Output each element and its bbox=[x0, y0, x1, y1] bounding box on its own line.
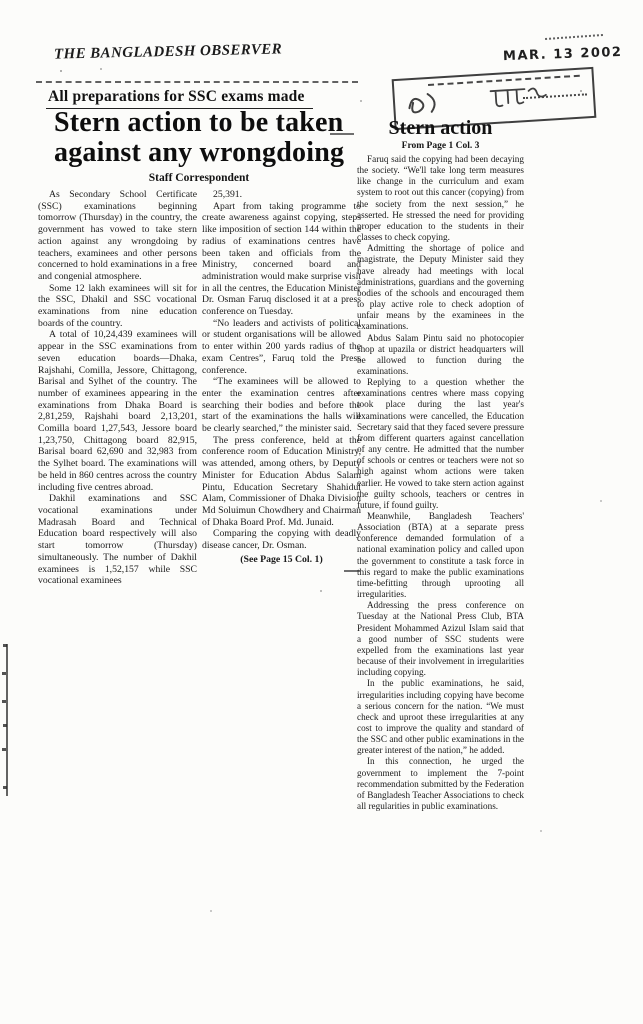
scan-dash-artifact bbox=[330, 133, 354, 135]
paragraph: “The examinees will be allowed to enter the examination centres after searching their bodies and before the start of the examinations the halls will be clearly searched,” the minister said. bbox=[202, 376, 361, 435]
paragraph: In the public examinations, he said, irregularities including copying have become a serious concern for the nation. “We must check and uproot these irregularities at any cost to improve the quality and standard of the SSC and other public examinations in the greater interest of the nation,” he added. bbox=[357, 678, 524, 756]
paragraph: In this connection, he urged the government to implement the 7-point recommendation submitted by the Federation of Bangladesh Teacher Associations to check all regularities in public examinations. bbox=[357, 756, 524, 812]
jump-note: (See Page 15 Col. 1) bbox=[240, 553, 323, 565]
stamp-scribble-icon bbox=[394, 69, 590, 124]
scan-edge-ticks bbox=[2, 700, 6, 703]
continuation-header: Stern action bbox=[388, 117, 493, 139]
scan-dash-artifact bbox=[344, 570, 360, 572]
paragraph: Addressing the press conference on Tuesday at the National Press Club, BTA President Mohammed Azizul Islam said that a good number of SSC students were expelled from the examinations last year because of their involvement in irregularities including copying. bbox=[357, 600, 524, 678]
article-column-1 bbox=[38, 189, 197, 587]
paragraph: Faruq said the copying had been decaying the society. “We'll take long term measures like change in the curriculum and exam system to root out this cancer (copying) from the society from the next session,” he asserted. He stressed the need for providing proper education to the students in their classes to check copying. bbox=[357, 154, 524, 243]
kicker-headline: All preparations for SSC exams made bbox=[46, 88, 313, 109]
paragraph: Replying to a question whether the examinations centres where mass copying took place during the last year's examinations were cancelled, the Education Secretary said that they faced severe pressure from different quarters against cancellation of any centre. He admitted that the number of schools or centres or teachers were not so high against whom actions were taken earlier. He vowed to take stern action against the guilty schools, teachers or centres in future, if found guilty. bbox=[357, 377, 524, 510]
article-column-2 bbox=[202, 189, 361, 566]
paragraph: “No leaders and activists of political or student organisations will be allowed to enter within 200 yards radius of the exam Centres”, Faruq told the Press conference. bbox=[202, 317, 361, 376]
scan-dots-artifact bbox=[545, 34, 603, 40]
dashed-rule bbox=[36, 81, 358, 83]
paragraph: Comparing the copying with deadly disease cancer, Dr. Osman. bbox=[202, 528, 361, 552]
paragraph: Dakhil examinations and SSC vocational examinations under Madrasah Board and Technical Education board respectively will also start tomorrow (Thursday) simultaneously. The number of Dakhil examinees is 1,52,157 while SSC vocational examinees bbox=[38, 493, 197, 587]
paragraph: Abdus Salam Pintu said no photocopier shop at upazila or district headquarters will be allowed to function during the examinations. bbox=[357, 332, 524, 376]
scan-edge-artifact bbox=[6, 644, 8, 796]
continuation-clipping bbox=[357, 117, 524, 812]
paragraph: Meanwhile, Bangladesh Teachers' Association (BTA) at a separate press conference demanded formulation of a national examination policy and called upon the government to constitute a task force in this regard to make the public examinations time-befitting through uprooting all irregularities. bbox=[357, 511, 524, 600]
headline-line-1: Stern action to be taken bbox=[54, 107, 344, 138]
paragraph: Some 12 lakh examinees will sit for the SSC, Dhakil and SSC vocational examinations from nine education boards of the country. bbox=[38, 282, 197, 329]
paragraph: Apart from taking programme to create awareness against copying, steps like imposition of section 144 within the radius of examinations centres have been taken and officials from the Ministry, concerned board and administration would make surprise visit in all the centres, the Education Minister Dr. Osman Faruq disclosed it at a press conference on Tuesday. bbox=[202, 200, 361, 318]
scan-noise-artifact bbox=[60, 70, 62, 72]
masthead-title: THE BANGLADESH OBSERVER bbox=[53, 41, 283, 63]
continuation-body bbox=[357, 154, 524, 812]
date-stamp: MAR. 13 2002 bbox=[502, 44, 623, 65]
headline-line-2: against any wrongdoing bbox=[54, 137, 345, 168]
continuation-from-note: From Page 1 Col. 3 bbox=[401, 141, 480, 151]
paragraph: A total of 10,24,439 examinees will appear in the SSC examinations from seven education boards—Dhaka, Rajshahi, Comilla, Jessore, Chittagong, Barisal and Sylhet of the country. The number of examinees appearing in the examinations from Dhaka Board is 2,81,259, Rajshahi board 2,13,201, Comilla board 1,27,543, Jessore board 1,23,750, Chittagong board 82,915, Barisal board 62,690 and 32,983 from the Sylhet board. The examinations will be held in 860 centres across the country including five centres abroad. bbox=[38, 329, 197, 493]
paragraph: Admitting the shortage of police and magistrate, the Deputy Minister said they have already had meetings with local administrations, guardians and the governing bodies of the schools and encouraged them to play active role to check adoption of unfair means by the examinees in the examinations. bbox=[357, 243, 524, 332]
paragraph: As Secondary School Certificate (SSC) examinations beginning tomorrow (Thursday) in the country, the government has vowed to take stern action against any wrongdoing by teachers, examinees and other persons concerned to hold examinations in a free and congenial atmosphere. bbox=[38, 189, 197, 282]
column-lead-line: 25,391. bbox=[213, 189, 243, 200]
paragraph-group bbox=[202, 201, 361, 552]
byline: Staff Correspondent bbox=[148, 172, 250, 184]
paragraph: The press conference, held at the conference room of Education Ministry, was attended, among others, by Deputy Minister for Education Abdus Salam Pintu, Education Secretary Shahidul Alam, Commissioner of Dhaka Division Md Soluimun Chowdhery and Chairman of Dhaka Board Prof. Md. Junaid. bbox=[202, 434, 361, 528]
